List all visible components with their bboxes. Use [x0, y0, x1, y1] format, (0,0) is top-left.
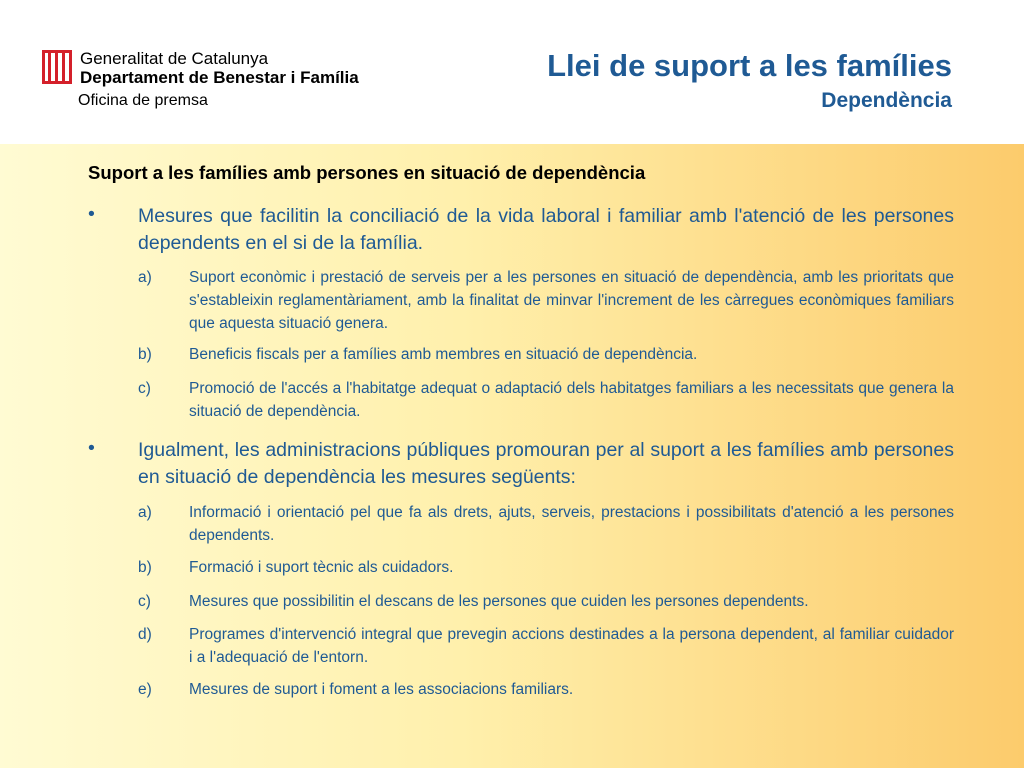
list-item [138, 590, 954, 613]
list-item [138, 343, 954, 366]
bullet-text: Mesures que facilitin la conciliació de la vida laboral i familiar amb l'atenció de les persones dependents en el si de la família. [138, 205, 954, 254]
bullet-public-administrations [88, 437, 954, 491]
list-item-label: c) [138, 593, 151, 610]
list-item-text: Suport econòmic i prestació de serveis per a les persones en situació de dependència, amb les prioritats que s'estableixin reglamentàriament, amb la finalitat de minvar l'increment de les càrregues econòmiques familiars que aquesta situació genera. [189, 269, 954, 332]
list-item-label: d) [138, 626, 152, 643]
list-item-text: Beneficis fiscals per a famílies amb membres en situació de dependència. [189, 346, 698, 363]
section-heading: Suport a les famílies amb persones en situació de dependència [88, 162, 646, 183]
slide-subtitle: Dependència [821, 89, 952, 112]
bullet-icon: • [88, 203, 95, 225]
list-item-label: a) [138, 269, 152, 286]
list-item [138, 501, 954, 547]
list-item-text: Mesures de suport i foment a les associacions familiars. [189, 681, 574, 698]
slide-header [0, 0, 1024, 144]
bullet-conciliation [88, 203, 954, 257]
bullet-text: Igualment, les administracions públiques promouran per al suport a les famílies amb persones en situació de dependència les mesures següents: [138, 439, 954, 488]
list-item [138, 623, 954, 669]
generalitat-logo-icon [42, 50, 72, 84]
bullet-icon: • [88, 437, 95, 459]
list-item [138, 556, 954, 579]
list-item-label: c) [138, 380, 151, 397]
list-item-label: b) [138, 559, 152, 576]
list-item [138, 377, 954, 423]
list-item-label: a) [138, 504, 152, 521]
org-name: Generalitat de Catalunya [80, 49, 269, 68]
list-item-text: Programes d'intervenció integral que prevegin accions destinades a la persona dependent, al familiar cuidador i a l'adequació de l'entorn. [189, 626, 954, 666]
list-item-text: Formació i suport tècnic als cuidadors. [189, 559, 454, 576]
slide-content [0, 144, 1024, 768]
department-name: Departament de Benestar i Família [80, 68, 359, 87]
list-item-text: Mesures que possibilitin el descans de les persones que cuiden les persones dependents. [189, 593, 809, 610]
list-item [138, 678, 954, 701]
list-item-label: b) [138, 346, 152, 363]
slide-title: Llei de suport a les famílies [547, 48, 952, 83]
list-item-label: e) [138, 681, 152, 698]
office-name: Oficina de premsa [78, 92, 208, 109]
list-item-text: Promoció de l'accés a l'habitatge adequat o adaptació dels habitatges familiars a les necessitats que genera la situació de dependència. [189, 380, 954, 420]
list-item [138, 266, 954, 335]
list-item-text: Informació i orientació pel que fa als drets, ajuts, serveis, prestacions i possibilitats d'atenció a les persones dependents. [189, 504, 954, 544]
